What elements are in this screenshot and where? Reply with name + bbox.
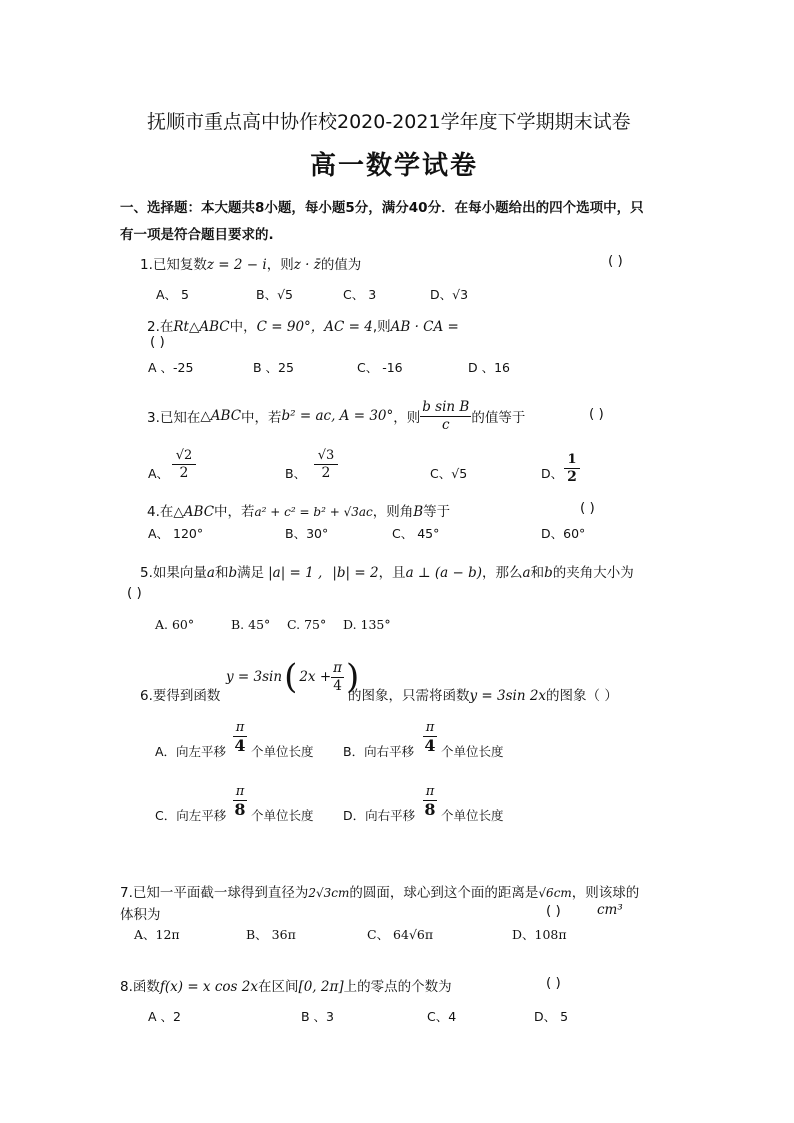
q3-fraction-numerator: b sin B [422, 399, 470, 416]
question-6-option-c-suffix: 个单位长度 [251, 808, 314, 823]
q3-option-b-denominator: 2 [321, 465, 331, 481]
q1-text-b: ，则 [266, 257, 294, 273]
q1-text-c: 的值为 [320, 257, 362, 273]
q2-math-b: C = 90°，AC = 4 [256, 319, 373, 335]
question-6-stem-a: 6.要得到函数 [140, 688, 221, 704]
q3-option-a-numerator: √2 [172, 448, 196, 465]
question-4-option-b: B、30° [285, 526, 329, 541]
question-5-option-d: D. 135° [343, 617, 391, 632]
q4-text-c: ，则角 [372, 504, 414, 520]
question-6-option-b: B．向右平移 [343, 744, 415, 759]
question-6-option-c: C．向左平移 [155, 808, 227, 823]
q2-math-a: Rt△ABC [173, 319, 230, 335]
school-exam-header: 抚顺市重点高中协作校2020-2021学年度下学期期末试卷 [147, 111, 631, 133]
q6-option-a-fraction [233, 720, 247, 754]
question-1-option-d: D、√3 [430, 287, 469, 302]
q2-math-c: AB · CA = [390, 319, 459, 335]
section-instruction-line-2: 有一项是符合题目要求的. [120, 227, 274, 243]
question-7-option-d: D、108π [512, 927, 567, 942]
q6-func-main: y = 3sin [226, 669, 283, 685]
q6-option-c-den: 8 [234, 800, 246, 819]
exam-title: 高一数学试卷 [310, 151, 479, 181]
q6-option-d-pi: π [423, 784, 437, 801]
q3-text-c: ，则 [393, 410, 421, 426]
question-1-option-b: B、√5 [256, 287, 293, 302]
question-3-answer-bracket: ( ) [589, 406, 604, 422]
q3-option-b-numerator: √3 [314, 448, 338, 465]
question-3-option-a: A、 [148, 466, 170, 481]
q6-option-c-pi: π [233, 784, 247, 801]
question-8-option-c: C、4 [427, 1009, 457, 1024]
q6-option-d-den: 8 [424, 800, 436, 819]
question-6-option-d: D．向右平移 [343, 808, 416, 823]
question-3-stem [147, 396, 525, 436]
q3-option-a-denominator: 2 [179, 465, 189, 481]
q6-option-b-fraction [423, 720, 437, 754]
question-7-answer-bracket: ( ) [546, 903, 561, 919]
q4-text-b: 中，若 [214, 504, 255, 520]
q8-text-c: 上的零点的个数为 [343, 979, 452, 995]
q7-math-b: √6cm [538, 886, 572, 900]
question-5-stem [140, 561, 634, 581]
q4-math-b: a² + c² = b² + √3ac [254, 505, 373, 519]
q1-math-a: z = 2 − i [206, 257, 267, 273]
q3-option-b-fraction [314, 448, 338, 482]
question-3-option-c: C、√5 [430, 466, 468, 481]
q7-text-c: ，则该球的 [571, 885, 640, 901]
section-instruction-line-1: 一、选择题：本大题共8小题，每小题5分，满分40分．在每小题给出的四个选项中，只 [120, 200, 644, 216]
q5-text-f: 和 [530, 565, 545, 581]
question-8-option-b: B 、3 [301, 1009, 335, 1024]
q7-text-a: 7.已知一平面截一球得到直径为 [120, 885, 309, 901]
q6-option-a-pi: π [233, 720, 247, 737]
q2-text-a: 2.在 [147, 319, 174, 335]
q1-math-b: z · z̄ [293, 257, 321, 273]
q8-text-b: 在区间 [257, 979, 299, 995]
q6-func-fraction-num: π [333, 660, 343, 677]
question-3-option-d: D、 [541, 466, 564, 481]
question-7-stem-line-2: 体积为 [120, 907, 161, 923]
question-3-option-b: B、 [285, 466, 307, 481]
q4-text-a: 4.在 [147, 504, 174, 520]
q7-text-b: 的圆面，球心到这个面的距离是 [349, 885, 539, 901]
question-8-option-d: D、 5 [534, 1009, 569, 1024]
q5-math-b: b [228, 565, 238, 581]
question-5-option-a: A. 60° [155, 617, 195, 632]
q6-right-paren: ) [346, 657, 360, 697]
question-4-answer-bracket: ( ) [580, 500, 595, 516]
question-7-stem-line-1 [120, 881, 639, 901]
q5-text-e: ，那么 [482, 565, 523, 581]
question-4-stem [147, 500, 450, 520]
question-6-option-d-suffix: 个单位长度 [441, 808, 504, 823]
q6-func-inner: 2x + [299, 669, 332, 685]
question-8-answer-bracket: ( ) [546, 975, 561, 991]
q2-text-c: ,则 [372, 319, 391, 335]
question-5-option-c: C. 75° [287, 617, 327, 632]
q4-text-d: 等于 [423, 504, 451, 520]
q6-option-c-fraction [233, 784, 247, 818]
question-2-option-c: C、 -16 [357, 360, 403, 375]
q5-text-c: 满足 [237, 565, 265, 581]
q5-text-a: 5.如果向量 [140, 565, 207, 581]
question-4-option-a: A、 120° [148, 526, 204, 541]
question-1-answer-bracket: ( ) [608, 253, 623, 269]
q5-math-g: b [544, 565, 553, 581]
question-7-option-a: A、12π [134, 927, 180, 942]
q4-math-a: △ABC [173, 504, 215, 520]
q5-math-d: |b| = 2 [332, 565, 379, 581]
q5-math-c: |a| = 1 , [268, 565, 323, 581]
question-4-option-c: C、 45° [392, 526, 440, 541]
q6-func-fraction-den: 4 [333, 677, 342, 694]
q6-text-c: 的图象（ ） [546, 688, 618, 704]
question-1-option-c: C、 3 [343, 287, 377, 302]
q6-option-b-den: 4 [424, 736, 436, 755]
q3-option-d-fraction [564, 452, 580, 486]
q6-func-fraction [331, 660, 344, 693]
q3-math-a: △ABC [200, 408, 242, 424]
q2-text-b: 中， [229, 319, 257, 335]
question-6-option-b-suffix: 个单位长度 [441, 744, 504, 759]
q8-text-a: 8.函数 [120, 979, 160, 995]
question-8-stem [120, 975, 452, 995]
q3-math-b: b² = ac, A = 30° [281, 408, 394, 424]
q8-math-a: f(x) = x cos 2x [159, 979, 258, 995]
q3-text-b: 中，若 [241, 410, 282, 426]
q3-option-d-numerator: 1 [564, 452, 580, 469]
q3-text-d: 的值等于 [471, 410, 526, 426]
question-1-option-a: A、 5 [156, 287, 189, 302]
question-2-option-b: B 、25 [253, 360, 294, 375]
q5-math-f: a [522, 565, 531, 581]
q8-math-b: [0, 2π] [298, 979, 344, 995]
q6-left-paren: ( [284, 657, 298, 697]
question-8-option-a: A 、2 [148, 1009, 181, 1024]
question-6-option-a-suffix: 个单位长度 [251, 744, 314, 759]
question-2-option-a: A 、-25 [148, 360, 194, 375]
q5-math-e: a ⊥ (a − b) [405, 565, 483, 581]
q4-math-c: B [413, 504, 424, 520]
q6-option-d-fraction [423, 784, 437, 818]
q6-math-b: y = 3sin 2x [469, 688, 547, 704]
question-1-stem [140, 253, 361, 273]
question-2-option-d: D 、16 [468, 360, 511, 375]
question-2-stem [147, 315, 459, 335]
question-7-option-b: B、 36π [246, 927, 296, 942]
question-4-option-d: D、60° [541, 526, 586, 541]
q7-math-a: 2√3cm [308, 886, 350, 900]
q6-text-b: 的图象，只需将函数 [348, 688, 470, 704]
q6-option-b-pi: π [423, 720, 437, 737]
question-5-answer-bracket: ( ) [127, 585, 142, 601]
question-7-option-c: C、 64√6π [367, 927, 434, 942]
q5-text-g: 的夹角大小为 [552, 565, 634, 581]
q5-text-d: ，且 [378, 565, 406, 581]
question-7-unit: cm³ [597, 902, 623, 918]
q5-text-b: 和 [214, 565, 229, 581]
q3-option-a-fraction [172, 448, 196, 482]
q3-fraction [420, 399, 471, 432]
question-6-option-a: A．向左平移 [155, 744, 227, 759]
question-6-target-function [226, 655, 359, 699]
q1-text-a: 1.已知复数 [140, 257, 207, 273]
question-6-stem-b [348, 684, 618, 704]
q6-option-a-den: 4 [234, 736, 246, 755]
q3-fraction-denominator: c [442, 416, 450, 433]
q3-text-a: 3.已知在 [147, 410, 201, 426]
question-5-option-b: B. 45° [231, 617, 271, 632]
question-2-answer-bracket: ( ) [150, 334, 165, 350]
q3-option-d-denominator: 2 [567, 469, 577, 485]
q5-math-a: a [206, 565, 215, 581]
